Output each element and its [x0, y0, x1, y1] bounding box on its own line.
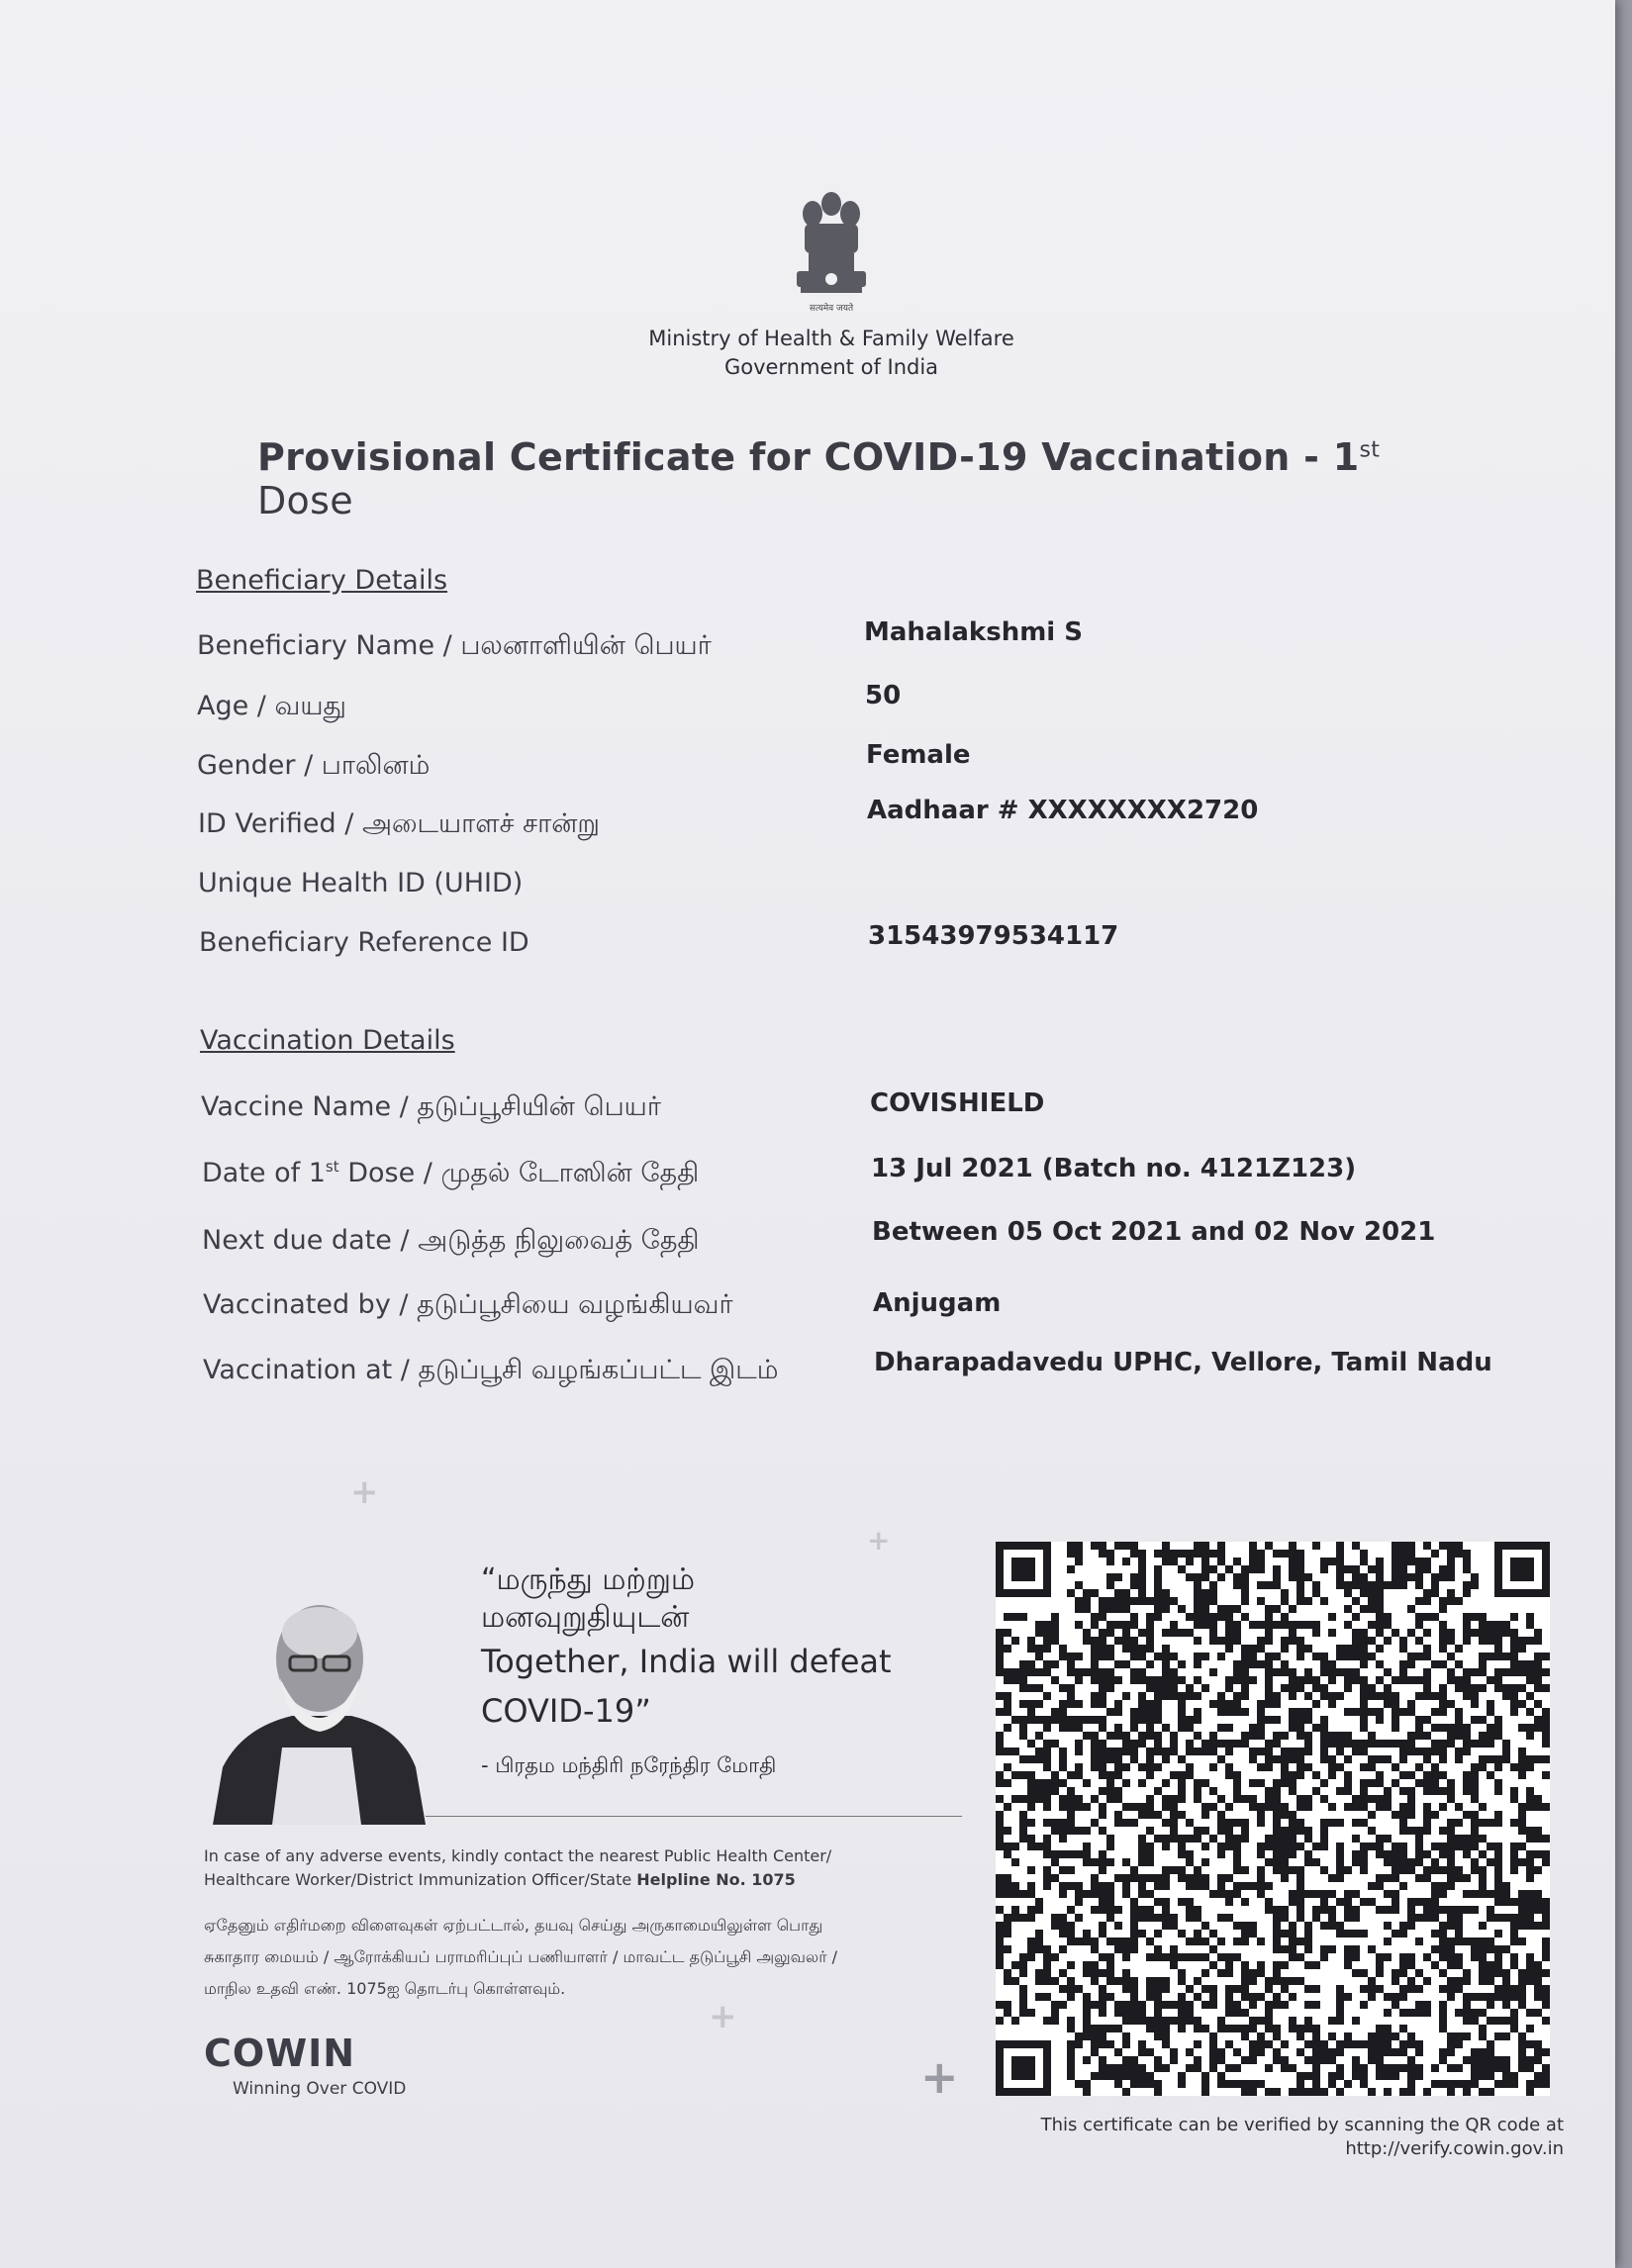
tamil-note-line2: சுகாதார மையம் / ஆரோக்கியப் பராமரிப்புப் பணியாளர் / மாவட்ட தடுப்பூசி அலுவலர் /: [204, 1947, 838, 1966]
note-line2: [204, 1868, 936, 1892]
verification-qr-code: [996, 1542, 1550, 2096]
label-uhid: Unique Health ID (UHID): [198, 868, 524, 898]
label-first-dose-pre: Date of 1: [202, 1158, 326, 1188]
quote-tamil-line1: “மருந்து மற்றும்: [481, 1562, 696, 1597]
quote-english-line2: COVID-19”: [481, 1692, 651, 1730]
value-vaccine-name: COVISHIELD: [870, 1088, 1045, 1118]
value-age: 50: [865, 681, 902, 710]
cowin-tagline: Winning Over COVID: [233, 2079, 407, 2099]
title-main: Provisional Certificate for COVID-19 Vaccination - 1: [257, 435, 1360, 479]
plus-decoration-icon: +: [920, 2050, 959, 2104]
adverse-event-note-tamil: [204, 1910, 936, 2005]
national-emblem-icon: [787, 184, 876, 321]
label-first-dose-sup: st: [325, 1158, 339, 1176]
adverse-event-note: [204, 1844, 936, 1892]
label-first-dose-date: [202, 1158, 699, 1192]
qr-finder-pattern: [996, 1542, 1051, 1597]
label-id-verified: ID Verified / அடையாளச் சான்று: [198, 808, 600, 839]
pm-quote: [481, 1561, 936, 1736]
quote-english-line1: Together, India will defeat: [481, 1643, 892, 1680]
plus-decoration-icon: +: [350, 1472, 379, 1512]
quote-attribution: - பிரதம மந்திரி நரேந்திர மோதி: [481, 1753, 777, 1777]
cowin-logo: COWIN: [204, 2032, 356, 2075]
value-next-due-date: Between 05 Oct 2021 and 02 Nov 2021: [872, 1217, 1436, 1247]
ministry-name: Ministry of Health & Family Welfare: [648, 327, 1014, 350]
label-first-dose-post: Dose / முதல் டோஸின் தேதி: [338, 1158, 700, 1188]
qr-modules: [996, 1542, 1550, 2096]
qr-finder-pattern: [1494, 1542, 1550, 1597]
value-first-dose-date: 13 Jul 2021 (Batch no. 4121Z123): [871, 1154, 1357, 1183]
plus-decoration-icon: +: [709, 1997, 737, 2036]
tamil-note-line1: ஏதேனும் எதிர்மறை விளைவுகள் ஏற்பட்டால், தயவு செய்து அருகாமையிலுள்ள பொது: [204, 1916, 823, 1935]
ministry-header: [554, 325, 1108, 382]
title-sup: st: [1359, 437, 1381, 463]
title-dose: Dose: [257, 479, 353, 522]
prime-minister-portrait: [203, 1599, 431, 1825]
label-beneficiary-name: Beneficiary Name / பலனாளியின் பெயர்: [197, 630, 712, 661]
label-age: Age / வயது: [197, 691, 346, 721]
tamil-note-line3: மாநில உதவி எண். 1075ஐ தொடர்பு கொள்ளவும்.: [204, 1979, 566, 1998]
quote-tamil-line2: மனவுறுதியுடன்: [481, 1600, 690, 1635]
note-line1: In case of any adverse events, kindly contact the nearest Public Health Center/: [204, 1846, 832, 1865]
qr-finder-pattern: [996, 2040, 1051, 2096]
beneficiary-heading: Beneficiary Details: [196, 565, 448, 596]
verify-line1: This certificate can be verified by scanning the QR code at: [1040, 2115, 1564, 2135]
value-id-verified: Aadhaar # XXXXXXXX2720: [867, 796, 1259, 825]
label-next-due-date: Next due date / அடுத்த நிலுவைத் தேதி: [202, 1225, 700, 1256]
value-vaccinated-by: Anjugam: [873, 1288, 1002, 1318]
certificate-title: [257, 435, 1445, 522]
label-vaccine-name: Vaccine Name / தடுப்பூசியின் பெயர்: [201, 1091, 661, 1122]
helpline-number: Helpline No. 1075: [636, 1870, 796, 1889]
label-reference-id: Beneficiary Reference ID: [199, 927, 529, 958]
emblem-motto: सत्यमेव जयते: [809, 304, 854, 314]
note-line2-text: Healthcare Worker/District Immunization Officer/State: [204, 1870, 637, 1889]
label-gender: Gender / பாலினம்: [197, 750, 431, 781]
verify-url: http://verify.cowin.gov.in: [1345, 2138, 1564, 2159]
label-vaccinated-by: Vaccinated by / தடுப்பூசியை வழங்கியவர்: [203, 1289, 733, 1320]
plus-decoration-icon: +: [867, 1524, 891, 1557]
value-vaccination-at: Dharapadavedu UPHC, Vellore, Tamil Nadu: [874, 1348, 1492, 1377]
label-vaccination-at: Vaccination at / தடுப்பூசி வழங்கப்பட்ட இடம்: [203, 1355, 779, 1385]
vaccination-heading: Vaccination Details: [200, 1025, 455, 1056]
verification-note: [950, 2114, 1564, 2161]
value-reference-id: 31543979534117: [868, 921, 1119, 951]
value-gender: Female: [866, 740, 971, 770]
value-beneficiary-name: Mahalakshmi S: [864, 617, 1083, 647]
divider: [426, 1816, 962, 1817]
government-name: Government of India: [723, 355, 939, 379]
